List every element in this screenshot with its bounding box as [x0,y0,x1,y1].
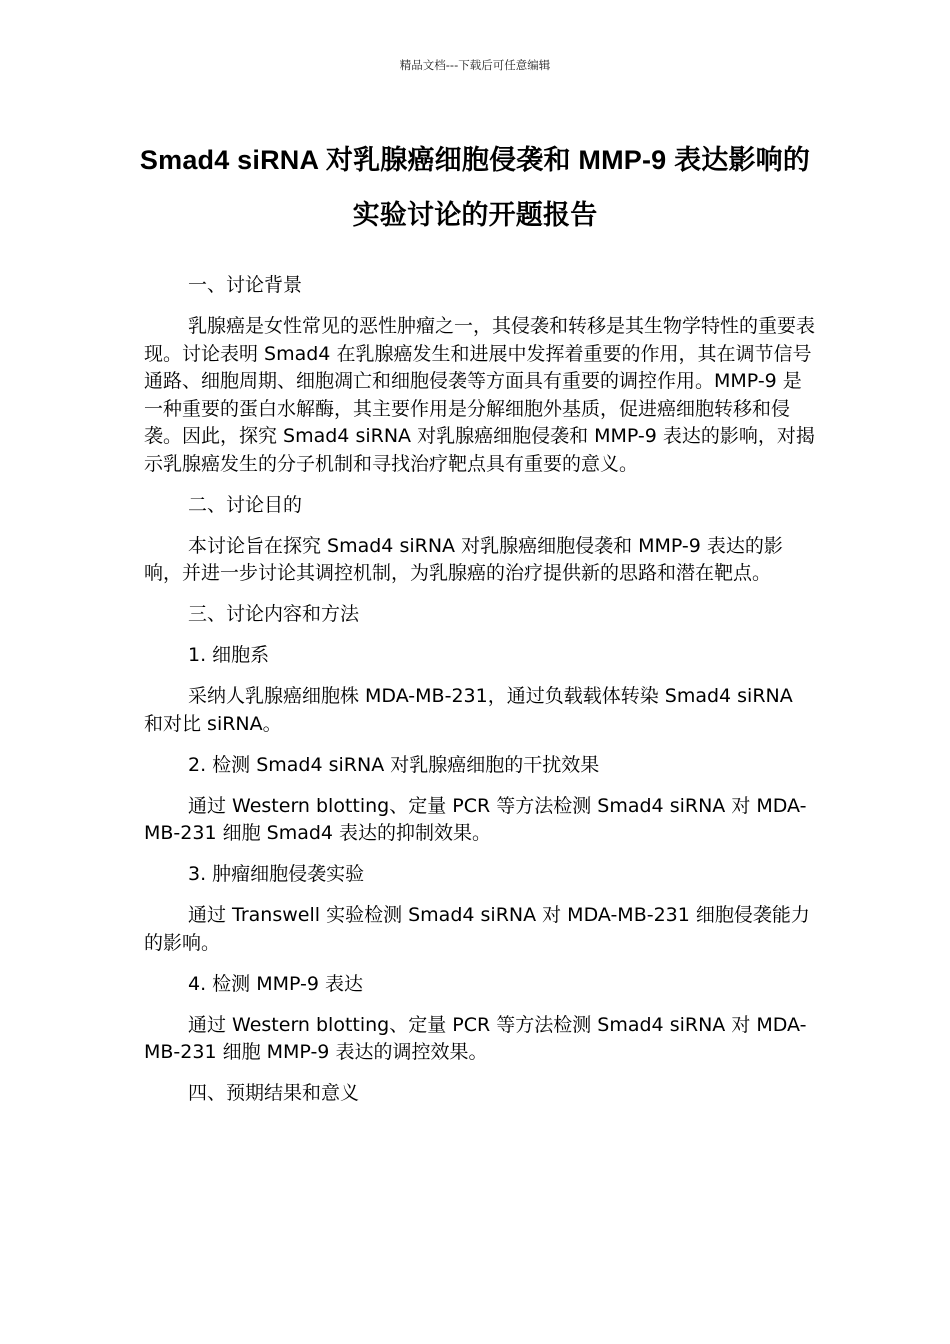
heading-content-methods: 三、讨论内容和方法 [188,603,360,625]
heading-background: 一、讨论背景 [188,274,303,296]
heading-expected-results: 四、预期结果和意义 [188,1082,360,1104]
paragraph-purpose: 本讨论旨在探究 Smad4 siRNA 对乳腺癌细胞侵袭和 MMP-9 表达的影响，并进一步讨论其调控机制，为乳腺癌的治疗提供新的思路和潜在靶点。 [144,534,783,584]
document-body [144,272,816,1121]
subheading-mmp9-expression: 4. 检测 MMP-9 表达 [188,972,364,995]
document-title: Smad4 siRNA 对乳腺癌细胞侵袭和 MMP-9 表达影响的实验讨论的开题报告 [139,145,811,230]
heading-purpose: 二、讨论目的 [188,493,303,516]
subheading-interference-effect: 2. 检测 Smad4 siRNA 对乳腺癌细胞的干扰效果 [188,753,600,776]
paragraph-interference-effect: 通过 Western blotting、定量 PCR 等方法检测 Smad4 siRNA 对 MDA-MB-231 细胞 Smad4 表达的抑制效果。 [144,794,807,844]
paragraph-cell-line: 采纳人乳腺癌细胞株 MDA-MB-231，通过负载载体转染 Smad4 siRNA 和对比 siRNA。 [144,685,793,735]
header-note: 精品文档---下载后可任意编辑 [399,58,551,72]
paragraph-mmp9-expression: 通过 Western blotting、定量 PCR 等方法检测 Smad4 siRNA 对 MDA-MB-231 细胞 MMP-9 表达的调控效果。 [144,1013,807,1063]
paragraph-background: 乳腺癌是女性常见的恶性肿瘤之一，其侵袭和转移是其生物学特性的重要表现。讨论表明 Smad4 在乳腺癌发生和进展中发挥着重要的作用，其在调节信号通路、细胞周期、细胞凋亡和细胞侵袭等方面具有重要的调控作用。MMP-9 是一种重要的蛋白水解酶，其主要作用是分解细胞外基质，促进癌细胞转移和侵袭。因此，探究 Smad4 siRNA 对乳腺癌细胞侵袭和 MMP-9 表达的影响，对揭示乳腺癌发生的分子机制和寻找治疗靶点具有重要的意义。 [144,315,816,475]
subheading-invasion-assay: 3. 肿瘤细胞侵袭实验 [188,863,365,885]
paragraph-invasion-assay: 通过 Transwell 实验检测 Smad4 siRNA 对 MDA-MB-231 细胞侵袭能力的影响。 [144,904,810,954]
subheading-cell-line: 1. 细胞系 [188,644,270,666]
